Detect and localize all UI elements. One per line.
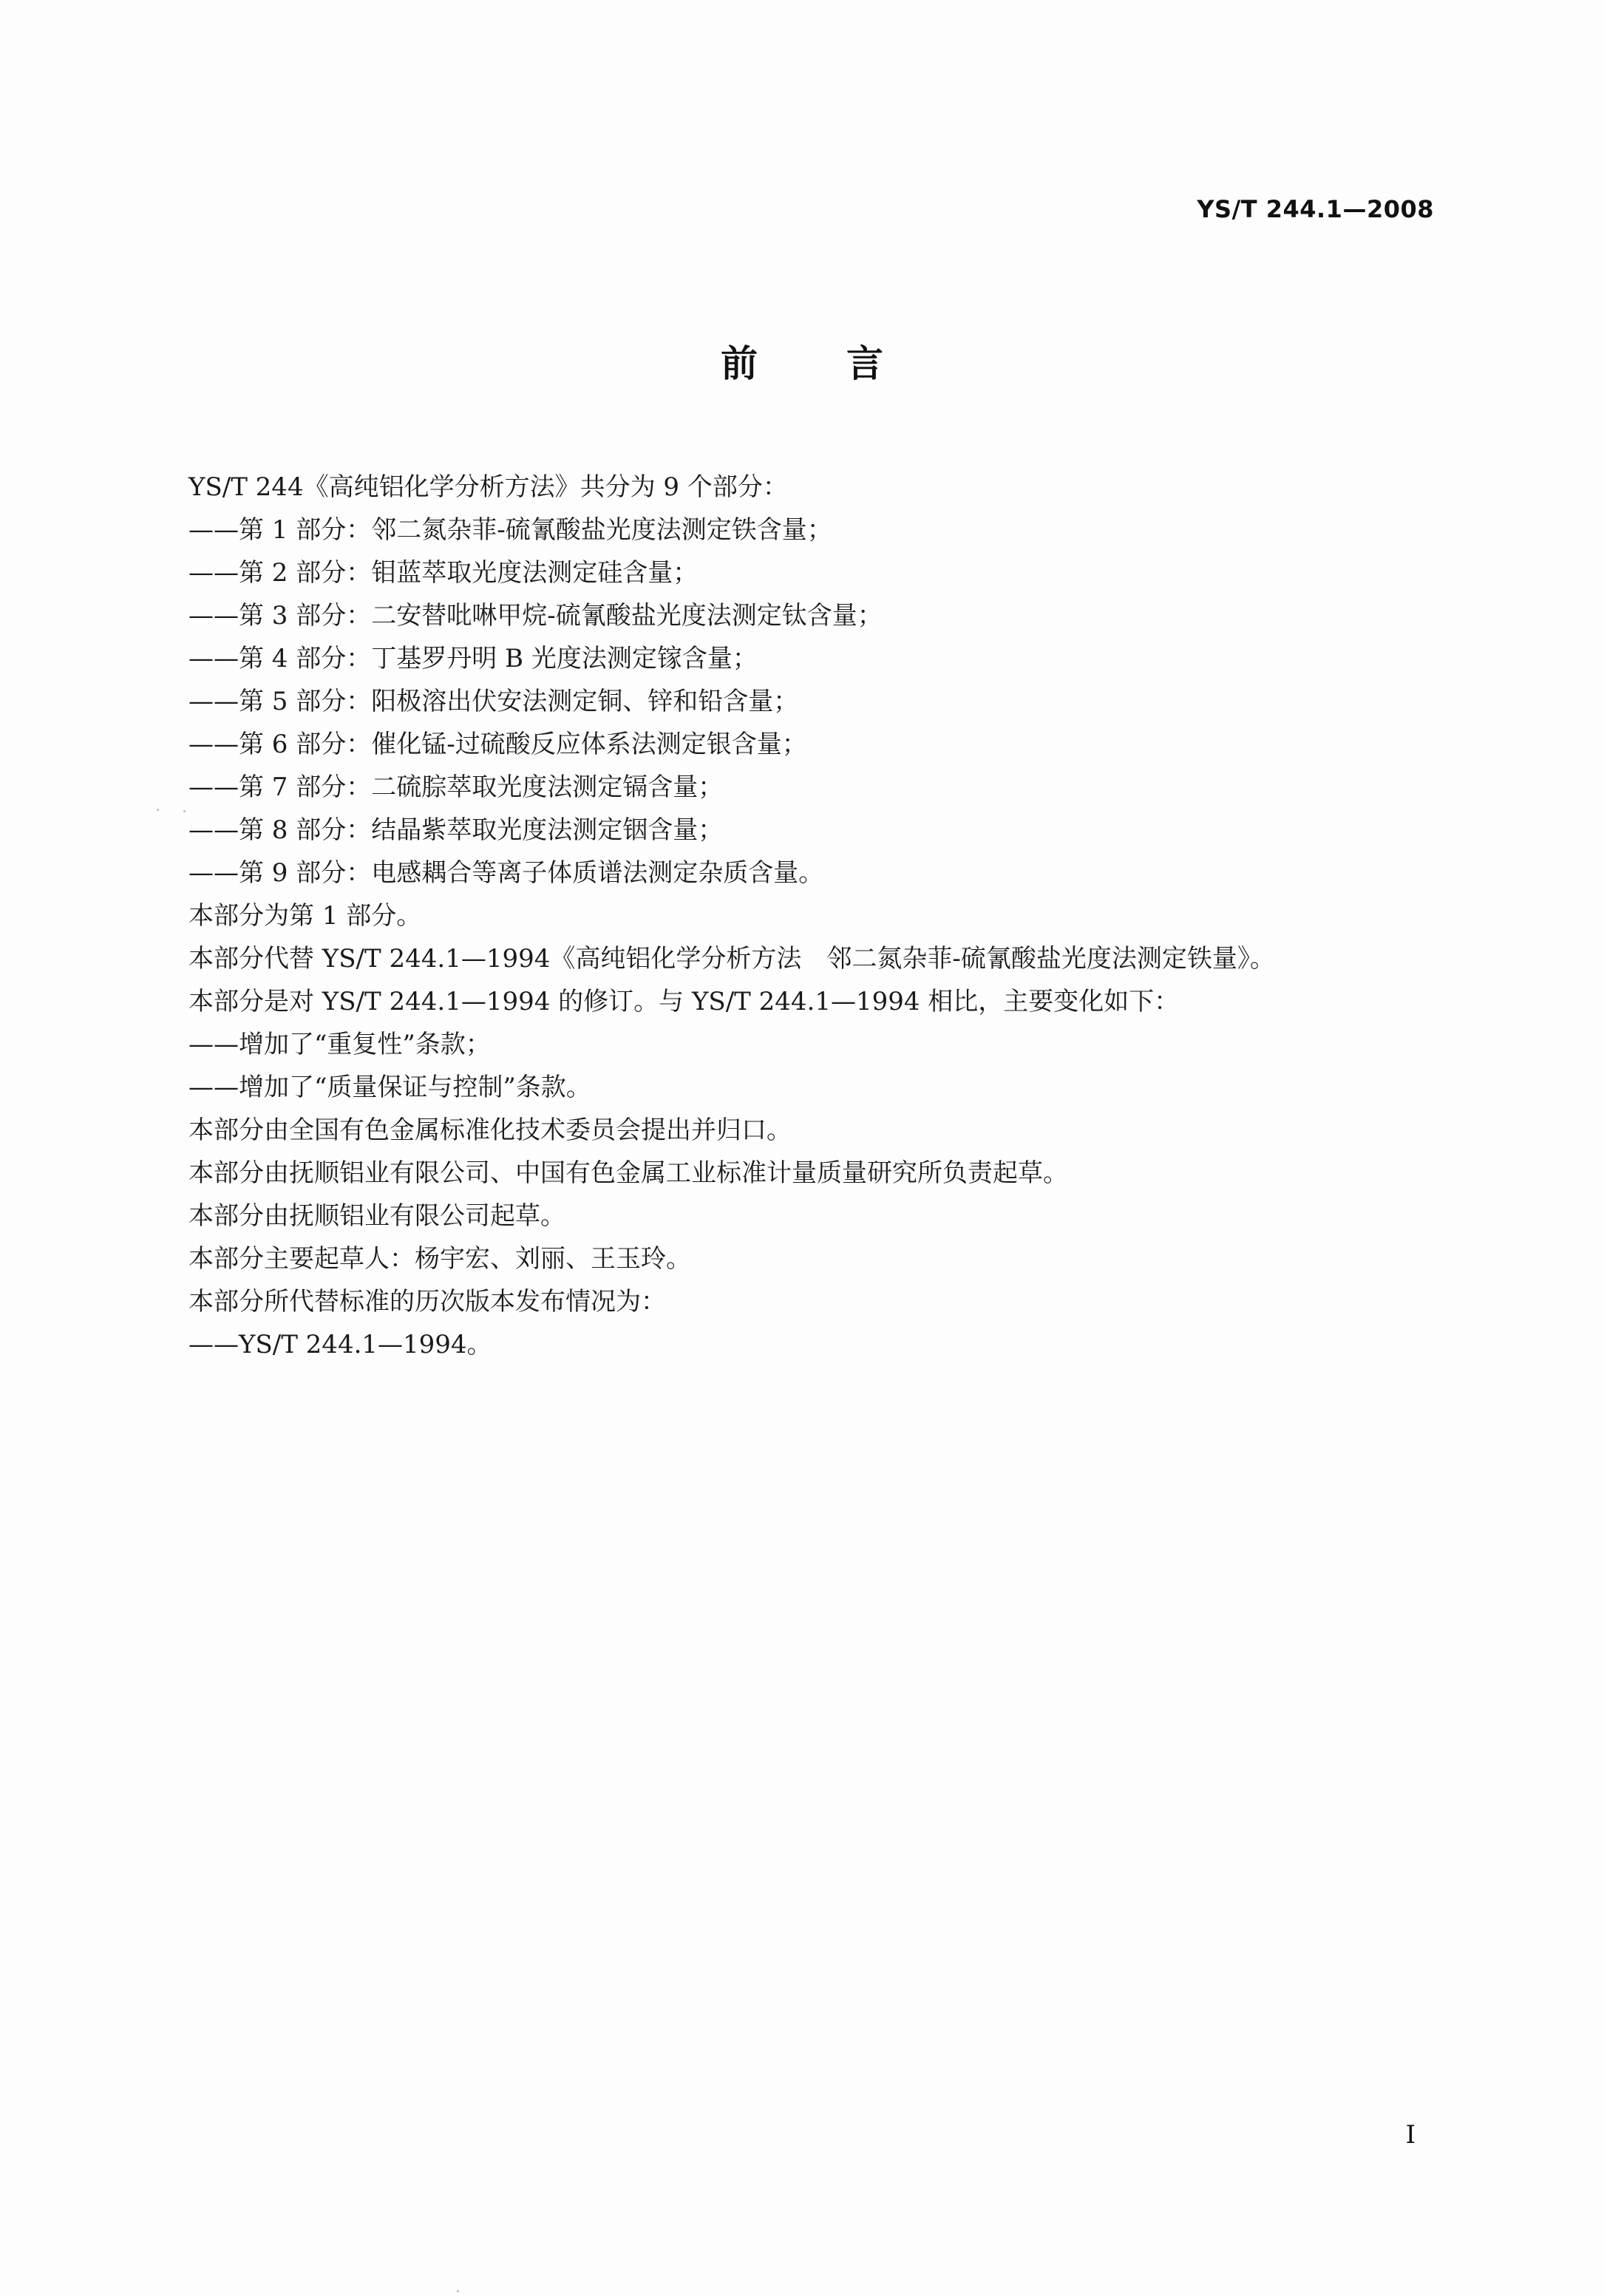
page-title-right: 言 <box>846 342 883 385</box>
part-2-line: ——第 2 部分：钼蓝萃取光度法测定硅含量； <box>188 558 699 588</box>
standard-code: YS/T 244.1—2008 <box>1197 195 1434 223</box>
responsible-drafting-line: 本部分由抚顺铝业有限公司、中国有色金属工业标准计量质量研究所负责起草。 <box>188 1158 1068 1188</box>
history-item-line: ——YS/T 244.1—1994。 <box>188 1330 492 1359</box>
change-1-line: ——增加了“重复性”条款； <box>188 1030 491 1059</box>
part-9-line: ——第 9 部分：电感耦合等离子体质谱法测定杂质含量。 <box>188 858 824 888</box>
revision-line: 本部分是对 YS/T 244.1—1994 的修订。与 YS/T 244.1—1994 相比，主要变化如下： <box>188 987 1180 1016</box>
part-8-line: ——第 8 部分：结晶紫萃取光度法测定铟含量； <box>188 815 724 845</box>
scan-speck <box>157 809 159 811</box>
history-line: 本部分所代替标准的历次版本发布情况为： <box>188 1287 666 1317</box>
part-5-line: ——第 5 部分：阳极溶出伏安法测定铜、锌和铅含量； <box>188 687 799 716</box>
scan-speck <box>183 810 186 812</box>
scan-speck <box>457 2290 459 2292</box>
change-2-line: ——增加了“质量保证与控制”条款。 <box>188 1073 591 1102</box>
page-title-left: 前 <box>721 342 758 385</box>
foreword-body <box>188 466 1445 1366</box>
drafting-unit-line: 本部分由抚顺铝业有限公司起草。 <box>188 1201 565 1231</box>
proposed-by-line: 本部分由全国有色金属标准化技术委员会提出并归口。 <box>188 1115 792 1145</box>
drafters-line: 本部分主要起草人：杨宇宏、刘丽、王玉玲。 <box>188 1244 691 1274</box>
this-part-line: 本部分为第 1 部分。 <box>188 901 422 931</box>
part-1-line: ——第 1 部分：邻二氮杂菲-硫氰酸盐光度法测定铁含量； <box>188 515 832 545</box>
intro-line: YS/T 244《高纯铝化学分析方法》共分为 9 个部分： <box>188 472 788 502</box>
part-7-line: ——第 7 部分：二硫腙萃取光度法测定镉含量； <box>188 772 724 802</box>
part-3-line: ——第 3 部分：二安替吡啉甲烷-硫氰酸盐光度法测定钛含量； <box>188 601 883 631</box>
page-number: I <box>1405 2120 1416 2150</box>
part-6-line: ——第 6 部分：催化锰-过硫酸反应体系法测定银含量； <box>188 730 807 759</box>
replaces-line: 本部分代替 YS/T 244.1—1994《高纯铝化学分析方法 邻二氮杂菲-硫氰酸盐光度法测定铁量》。 <box>188 944 1275 974</box>
part-4-line: ——第 4 部分：丁基罗丹明 B 光度法测定镓含量； <box>188 644 758 673</box>
page-title <box>0 334 1604 387</box>
